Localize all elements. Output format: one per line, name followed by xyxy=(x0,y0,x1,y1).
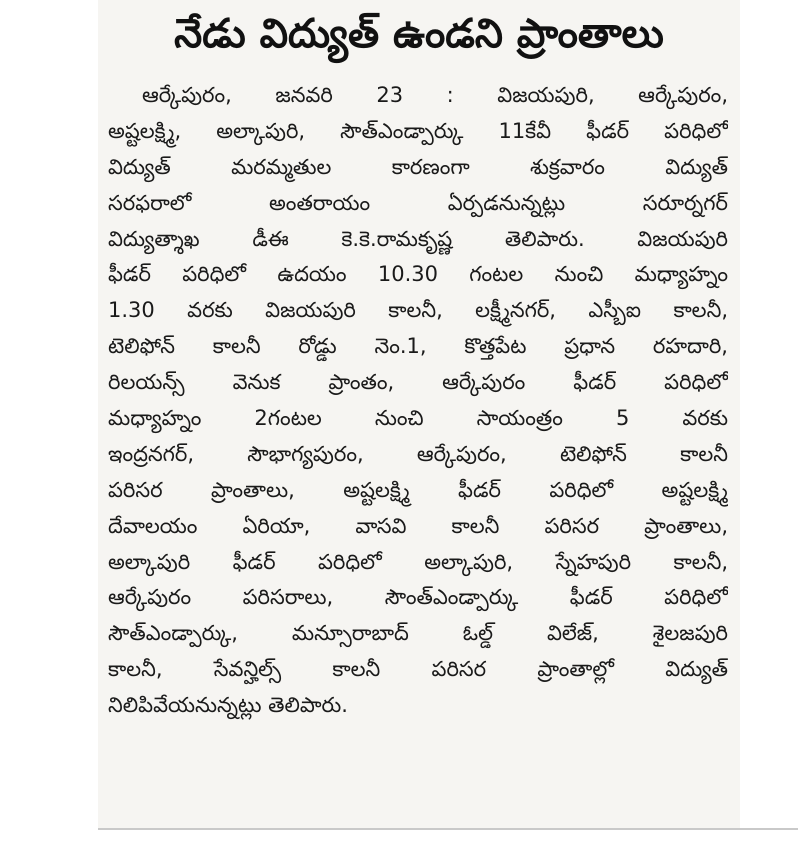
article-line: సౌత్ఎండ్పార్కు, మన్సూరాబాద్ ఓల్డ్ విలేజ్, శైలజపురి xyxy=(108,621,728,646)
article-line: పరిసర ప్రాంతాలు, అష్టలక్ష్మి ఫీడర్ పరిధిలో అష్టలక్ష్మి xyxy=(108,477,728,502)
article-line: నిలిపివేయనున్నట్లు తెలిపారు. xyxy=(108,693,348,718)
article-line: మధ్యాహ్నం 2గంటల నుంచి సాయంత్రం 5 వరకు xyxy=(108,406,728,431)
article-line: కాలనీ, సేవన్హిల్స్ కాలనీ పరిసర ప్రాంతాల్లో విద్యుత్ xyxy=(108,657,728,682)
article-line: ఆర్కేపురం పరిసరాలు, సౌంత్ఎండ్పార్కు ఫీడర్ పరిధిలో xyxy=(108,585,728,610)
article-line: ఇంద్రనగర్, సౌభాగ్యపురం, ఆర్కేపురం, టెలిఫోన్ కాలనీ xyxy=(108,441,728,466)
article-line: టెలిఫోన్ కాలనీ రోడ్డు నెం.1, కొత్తపేట ప్రధాన రహదారి, xyxy=(108,334,728,359)
article-line: సరఫరాలో అంతరాయం ఏర్పడనున్నట్లు సరూర్నగర్ xyxy=(108,190,728,215)
article-line: విద్యుత్శాఖ డీఈ కె.కె.రామకృష్ణ తెలిపారు. విజయపురి xyxy=(108,226,728,251)
article-headline: నేడు విద్యుత్ ఉండని ప్రాంతాలు xyxy=(174,11,664,57)
article-line: విద్యుత్ మరమ్మతుల కారణంగా శుక్రవారం విద్యుత్ xyxy=(108,154,728,179)
article-line: రిలయన్స్ వెనుక ప్రాంతం, ఆర్కేపురం ఫీడర్ పరిధిలో xyxy=(108,370,728,395)
article-line: ఆర్కేపురం, జనవరి 23 : విజయపురి, ఆర్కేపురం, xyxy=(142,83,728,107)
newspaper-clipping xyxy=(98,0,740,828)
article-line: అష్టలక్ష్మి, అల్కాపురి, సౌత్ఎండ్పార్కు 11కేవీ ఫీడర్ పరిధిలో xyxy=(108,118,728,143)
article-line: ఫీడర్ పరిధిలో ఉదయం 10.30 గంటల నుంచి మధ్యాహ్నం xyxy=(108,262,728,287)
article-line: అల్కాపురి ఫీడర్ పరిధిలో అల్కాపురి, స్నేహపురి కాలనీ, xyxy=(108,549,728,574)
article-line: 1.30 వరకు విజయపురి కాలనీ, లక్ష్మీనగర్, ఎస్బీఐ కాలనీ, xyxy=(108,298,728,323)
article-body xyxy=(108,78,728,724)
bottom-divider xyxy=(98,828,798,830)
article-line: దేవాలయం ఏరియా, వాసవి కాలనీ పరిసర ప్రాంతాలు, xyxy=(108,513,728,538)
